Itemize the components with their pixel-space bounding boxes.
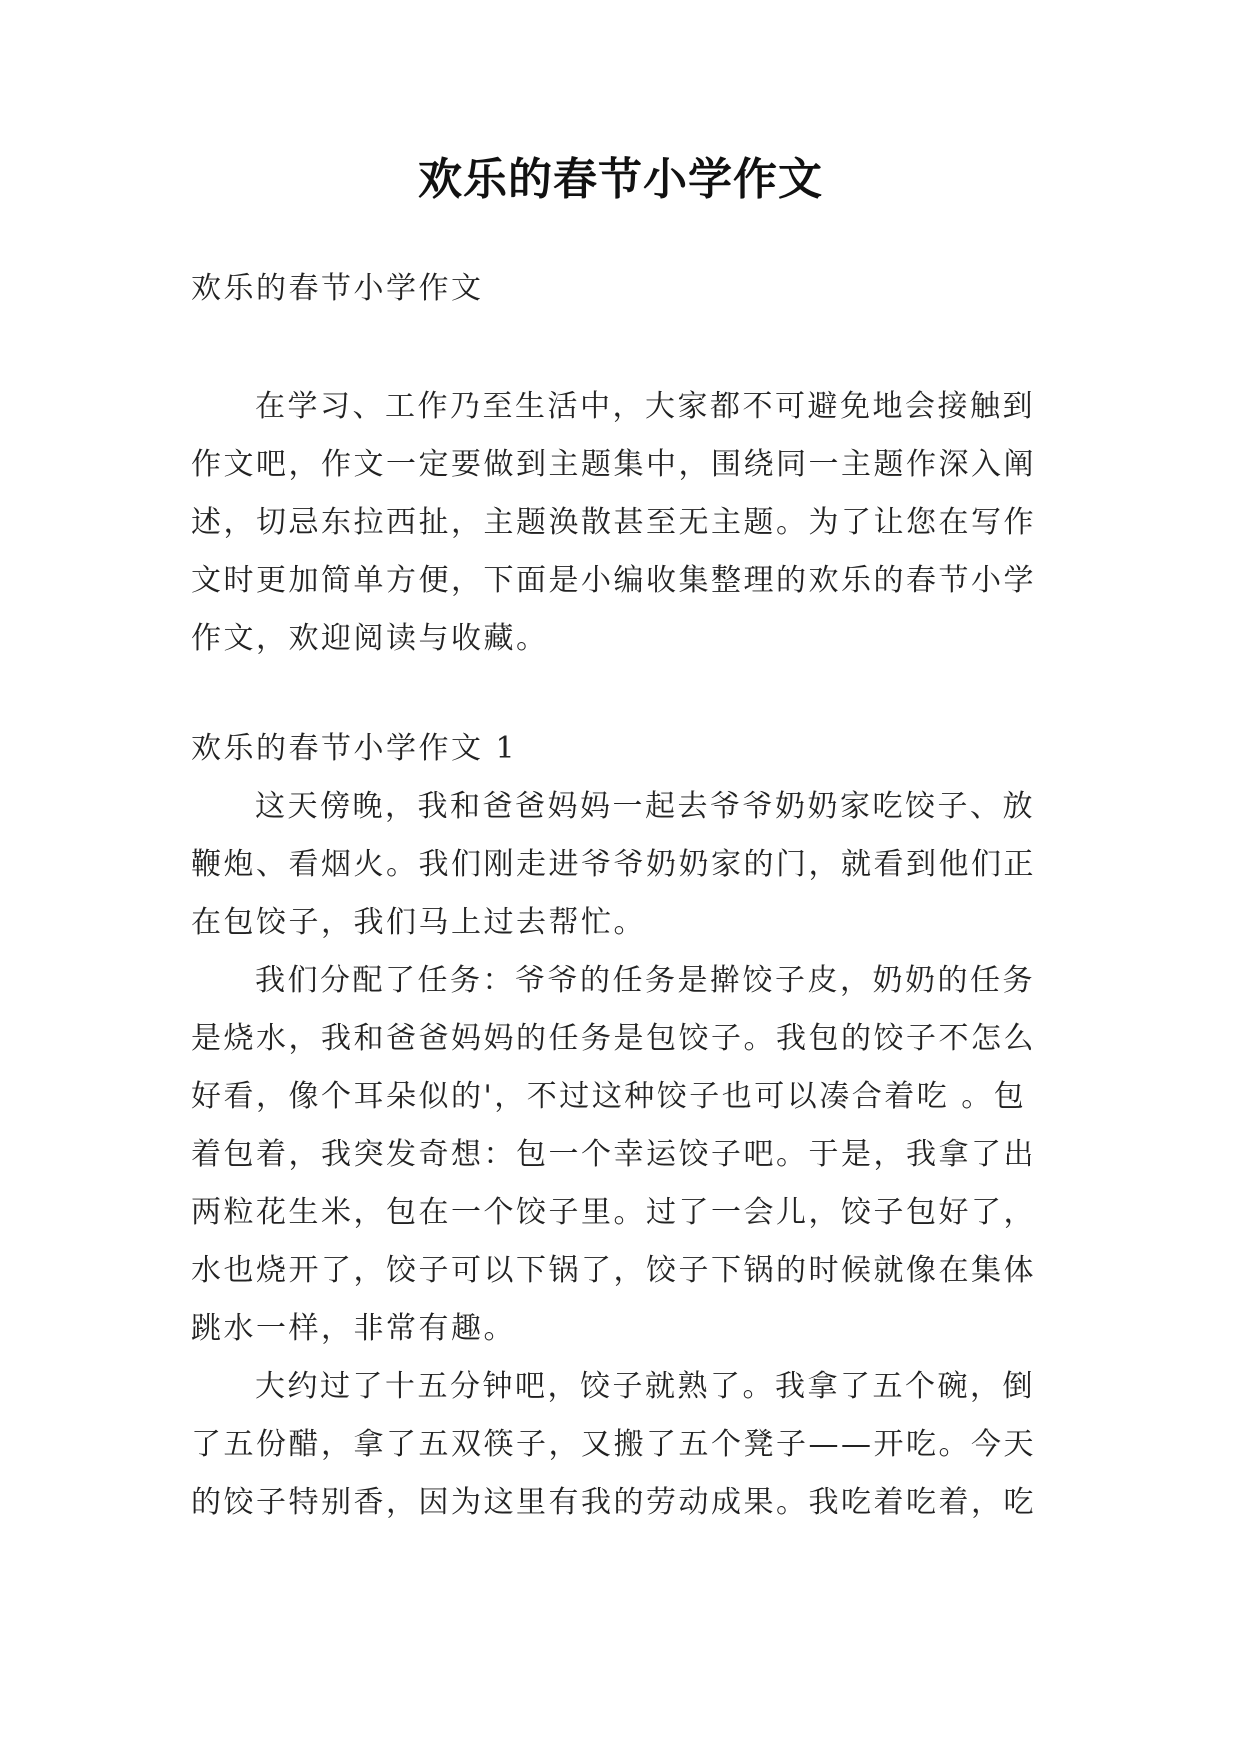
body-paragraph-1: 这天傍晚，我和爸爸妈妈一起去爷爷奶奶家吃饺子、放鞭炮、看烟火。我们刚走进爷爷奶奶家的门，就看到他们正在包饺子，我们马上过去帮忙。 [191,789,1036,940]
section-heading: 欢乐的春节小学作文 1 [191,731,518,766]
intro-paragraph: 在学习、工作乃至生活中，大家都不可避免地会接触到作文吧，作文一定要做到主题集中，围绕同一主题作深入阐述，切忌东拉西扯，主题涣散甚至无主题。为了让您在写作文时更加简单方便，下面是小编收集整理的欢乐的春节小学作文，欢迎阅读与收藏。 [191,389,1036,656]
body-paragraph-2: 我们分配了任务：爷爷的任务是擀饺子皮，奶奶的任务是烧水，我和爸爸妈妈的任务是包饺子。我包的饺子不怎么好看，像个耳朵似的'，不过这种饺子也可以凑合着吃 。包着包着，我突发奇想：包一个幸运饺子吧。于是，我拿了出两粒花生米，包在一个饺子里。过了一会儿，饺子包好了，水也烧开了，饺子可以下锅了，饺子下锅的时候就像在集体跳水一样，非常有趣。 [191,963,1036,1346]
document-title: 欢乐的春节小学作文 [418,154,823,205]
document-subtitle: 欢乐的春节小学作文 [191,271,484,306]
document-body [191,260,1051,1532]
body-paragraph-3: 大约过了十五分钟吧，饺子就熟了。我拿了五个碗，倒了五份醋，拿了五双筷子，又搬了五个凳子——开吃。今天的饺子特别香，因为这里有我的劳动成果。我吃着吃着，吃 [191,1369,1036,1520]
